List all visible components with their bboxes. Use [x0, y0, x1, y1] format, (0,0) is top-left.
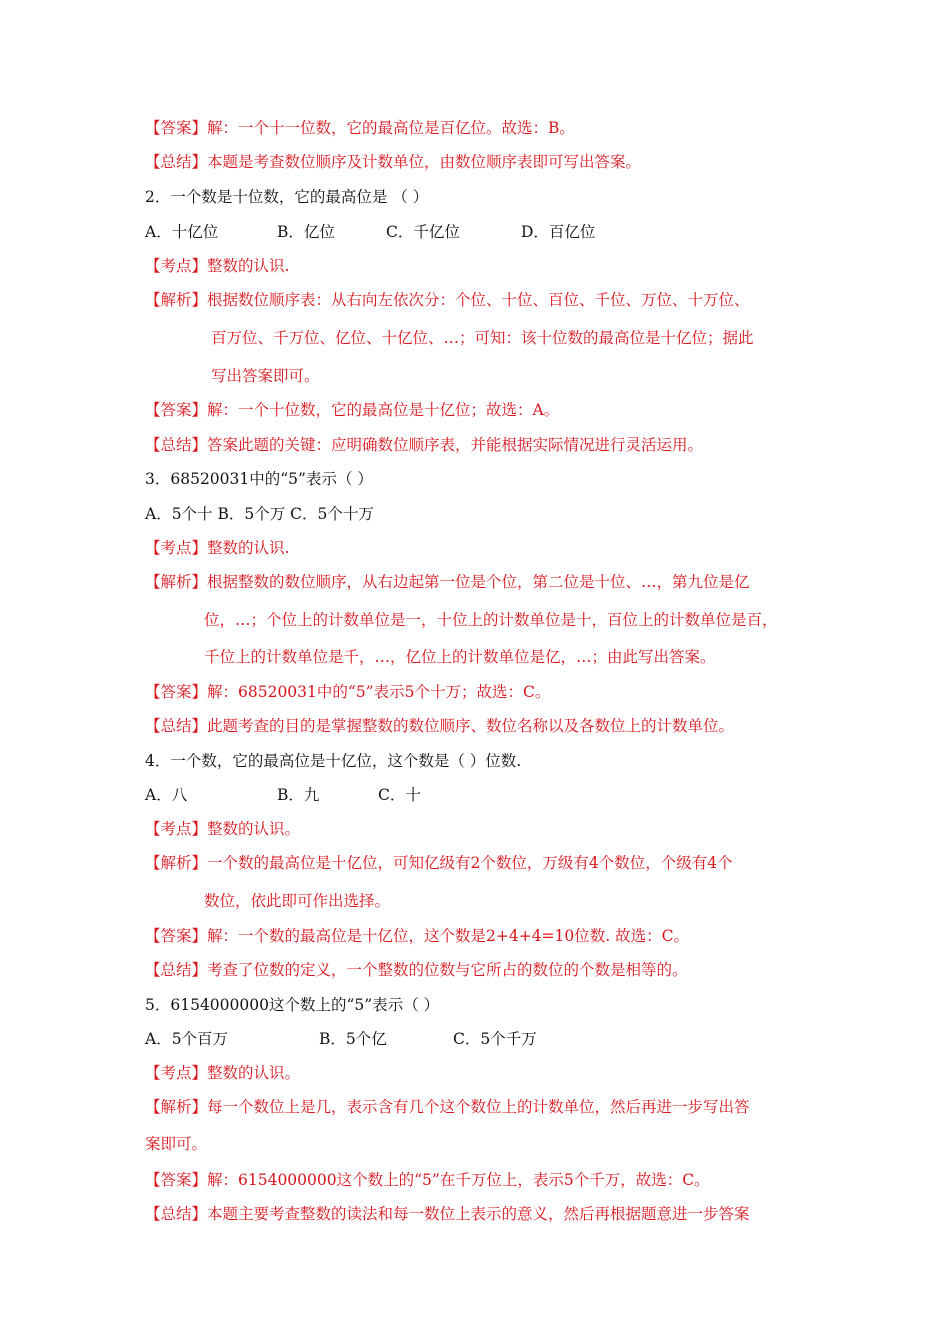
- analysis-line-3a: 【解析】根据整数的数位顺序，从右边起第一位是个位，第二位是十位、…，第九位是亿: [145, 573, 750, 591]
- analysis-line-4b: 数位，依此即可作出选择。: [204, 892, 391, 910]
- summary-line-4: 【总结】考查了位数的定义，一个整数的位数与它所占的数位的个数是相等的。: [145, 961, 688, 979]
- q2-option-c: C．千亿位: [386, 223, 460, 241]
- q2-option-a: A．十亿位: [145, 223, 219, 241]
- kaodian-line-5: 【考点】整数的认识。: [145, 1064, 301, 1082]
- q5-option-c: C．5个千万: [453, 1030, 537, 1048]
- answer-line-3: 【答案】解：68520031中的“5”表示5个十万；故选：C。: [145, 683, 551, 701]
- analysis-line-2b: 百万位、千万位、亿位、十亿位、…；可知：该十位数的最高位是十亿位；据此: [211, 329, 754, 347]
- q5-option-b: B．5个亿: [319, 1030, 387, 1048]
- analysis-line-2c: 写出答案即可。: [211, 367, 320, 385]
- q4-option-a: A．八: [145, 786, 188, 804]
- summary-line-3: 【总结】此题考查的目的是掌握整数的数位顺序、数位名称以及各数位上的计数单位。: [145, 717, 735, 735]
- answer-line-5: 【答案】解：6154000000这个数上的“5”在千万位上，表示5个千万，故选：C。: [145, 1171, 710, 1189]
- q4-option-b: B．九: [277, 786, 320, 804]
- q3-options: A．5个十 B．5个万 C．5个十万: [145, 505, 374, 523]
- q2-option-d: D．百亿位: [521, 223, 596, 241]
- answer-line-2: 【答案】解：一个十位数，它的最高位是十亿位；故选：A。: [145, 401, 560, 419]
- analysis-line-3b: 位，…；个位上的计数单位是一，十位上的计数单位是十，百位上的计数单位是百，: [204, 611, 778, 629]
- question-2: 2．一个数是十位数，它的最高位是 （ ）: [145, 188, 429, 206]
- summary-line-2: 【总结】答案此题的关键：应明确数位顺序表，并能根据实际情况进行灵活运用。: [145, 436, 704, 454]
- kaodian-line-2: 【考点】整数的认识.: [145, 257, 290, 275]
- question-5: 5．6154000000这个数上的“5”表示（ ）: [145, 996, 440, 1014]
- analysis-line-2a: 【解析】根据数位顺序表：从右向左依次分：个位、十位、百位、千位、万位、十万位、: [145, 291, 750, 309]
- analysis-line-5a: 【解析】每一个数位上是几，表示含有几个这个数位上的计数单位，然后再进一步写出答: [145, 1098, 750, 1116]
- analysis-line-3c: 千位上的计数单位是千，…，亿位上的计数单位是亿，…；由此写出答案。: [204, 648, 716, 666]
- q5-option-a: A．5个百万: [145, 1030, 229, 1048]
- q4-option-c: C．十: [378, 786, 421, 804]
- kaodian-line-4: 【考点】整数的认识。: [145, 820, 301, 838]
- q2-option-b: B．亿位: [277, 223, 335, 241]
- question-4: 4．一个数，它的最高位是十亿位，这个数是（ ）位数.: [145, 752, 522, 770]
- kaodian-line-3: 【考点】整数的认识.: [145, 539, 290, 557]
- summary-line-1: 【总结】本题是考查数位顺序及计数单位，由数位顺序表即可写出答案。: [145, 153, 642, 171]
- answer-line-4: 【答案】解：一个数的最高位是十亿位，这个数是2+4+4=10位数. 故选：C。: [145, 927, 689, 945]
- analysis-line-5b: 案即可。: [145, 1135, 208, 1153]
- summary-line-5: 【总结】本题主要考查整数的读法和每一数位上表示的意义，然后再根据题意进一步答案: [145, 1205, 750, 1223]
- analysis-line-4a: 【解析】一个数的最高位是十亿位，可知亿级有2个数位，万级有4个数位，个级有4个: [145, 854, 733, 872]
- answer-line-1: 【答案】解：一个十一位数，它的最高位是百亿位。故选：B。: [145, 119, 575, 137]
- question-3: 3．68520031中的“5”表示（ ）: [145, 470, 373, 488]
